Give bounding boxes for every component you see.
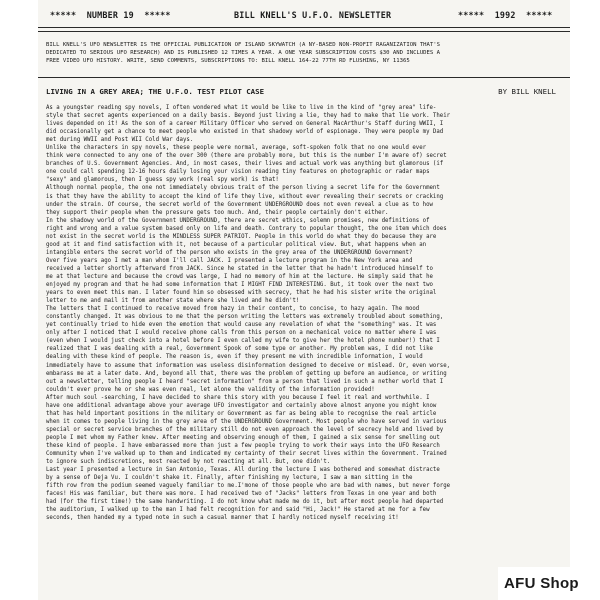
article-line: lives depended on it! As the son of a career Military Officer who served on General MacArthur's Staff during WWII, I [46, 121, 444, 128]
article-line: Last year I presented a lecture in San Antonio, Texas. All during the lecture I was bothered and somewhat distracte [46, 467, 440, 474]
article-line: years to even meet this man. I later found him so obsessed with secrecy, that he had his sister write the original [46, 290, 437, 297]
article-header [46, 87, 558, 99]
article-line: good at it and find satisfaction with it, not because of a particular political view. But, what happens when an [46, 241, 427, 248]
article-line: by a sense of Deja Vu. I couldn't shake it. Finally, after finishing my lecture, I saw a man sitting in the [46, 475, 413, 482]
article-line: "sexy" and glamorous, then I guess spy work (real spy work) is that! [46, 177, 279, 184]
article-line: embarass me at a later date. And, beyond all that, there was the problem of getting up before an audience, or writing [46, 370, 447, 377]
article-line: dealing with these kind of people. The reason is, even if they present me with incredible information, I would [46, 354, 423, 361]
article-line: right and wrong and a value system based only on life and death. Contrary to popular thought, the one item which does [46, 225, 447, 232]
article-line: After much soul -searching, I have decided to share this story with you because I feel it real and worthwhile. I [46, 394, 430, 401]
article-line: seconds, then handed my a typed note in such a casual manner that I hardly noticed myself receiving it! [46, 515, 399, 522]
article-line: that has held important positions in the military or Government as far as being able to recognise the real article [46, 410, 437, 417]
article-line: (even when I would just check into a hotel before I even called my wife to give her the hotel phone number!) that I [46, 338, 440, 345]
article-line: not exist in the secret world is the MINDLESS SUPER PATRIOT. People in this world do what they do because they are [46, 233, 437, 240]
article-line: Although normal people, the one not immediately obvious trait of the person living a secret life for the Government [46, 185, 440, 192]
article-byline: BY BILL KNELL [498, 87, 556, 96]
article-line: these kind of people. I have embarassed more than just a few people trying to work their ways into the UFO Research [46, 442, 440, 449]
article-line: style that secret agents experienced on a daily basis. Beyond just living a lie, they had to make that lie work. Their [46, 113, 451, 120]
masthead-divider [38, 27, 570, 28]
subscription-info [46, 41, 556, 66]
article-title: LIVING IN A GREY AREA; THE U.F.O. TEST PILOT CASE [46, 87, 265, 96]
article-line: is that they have the ability to accept the kind of life they live, without ever revealing their secrets or cracking [46, 193, 444, 200]
article-line: received a letter shortly afterward from JACK. Since he stated in the letter that he hadn't introduced himself to [46, 265, 433, 272]
article-line: fifth row from the podium seemed vaguely familiar to me.I'mone of those people who are bad with names, but never forge [46, 483, 451, 490]
article-line: they support their people when the pressure gets too much. And, their people certainly don't either. [46, 209, 389, 216]
article-line: under the strain. Of course, the secret world of the Government UNDERGROUND does not even reveal a clue as to how [46, 201, 433, 208]
article-body [46, 104, 558, 522]
article-line: one could call spending 12-16 hours daily losing your vision reading tiny features on photographic or radar maps [46, 169, 430, 176]
watermark-text: AFU Shop [504, 575, 579, 592]
article-line: the auditorium, I walked up to the man I had felt recognition for and said "Hi, Jack!" He stared at me for a few [46, 507, 430, 514]
article-line: when it comes to people living in the grey area of the UNDERGROUND Government. Most people who have served in various [46, 418, 447, 425]
issue-year: ***** 1992 ***** [458, 10, 553, 20]
article-line: intangible enters the secret world of the person who exists in the grey area of the UNDERGROUND Government? [46, 249, 413, 256]
info-line: BILL KNELL'S UFO NEWSLETTER IS THE OFFICIAL PUBLICATION OF ISLAND SKYWATCH (A NY-BASED NON-PROFIT RAGANIZATION THAT'S [46, 42, 441, 48]
article-line: have one additional advantage above your average UFO investigator and certainly above almost anyone you might know [46, 402, 437, 409]
article-line: realized that I was dealing with a real, Government Spook of some type or another. My problem was, I did not like [46, 346, 433, 353]
info-line: DEDICATED TO SERIOUS UFO RESEARCH) AND IS PUBLISHED 12 TIMES A YEAR. A ONE YEAR SUBSCRIPTION COSTS $30 AND INCLUDES A [46, 50, 441, 57]
masthead-divider-double [38, 31, 570, 32]
newsletter-title: BILL KNELL'S U.F.O. NEWSLETTER [234, 10, 392, 20]
article-line: only after I noticed that I would receive phone calls from this person on a mechanical voice no matter where I was [46, 330, 437, 337]
article-line: Community when I've walked up to them and indicated my certainty of their secret lives within the Government. Trained [46, 451, 447, 458]
article-line: special or secret service branches of the military still do not even approach the level of secrecy held and lived by [46, 426, 444, 433]
article-line: As a youngster reading spy novels, I often wondered what it would be like to live in the kind of "grey area" life- [46, 105, 437, 111]
article-line: constantly changed. It was obvious to me that the person writing the letters was extremely troubled about something, [46, 314, 444, 321]
article-line: had (for the first time!) the same handwriting. I do not know what made me do it, but after most people had departed [46, 499, 444, 506]
article-line: In the shadowy world of the Government UNDERGROUND, there are secret ethics, solemn promises, new definitions of [46, 217, 430, 224]
masthead [38, 10, 570, 24]
article-line: think were connected to any one of the over 300 (there are probably more, but this is the number I'm aware of) secret [46, 153, 447, 160]
newsletter-page [38, 0, 570, 600]
article-line: people I met whom my Father knew. After meeting and observing enough of them, I gained a six sense for smelling out [46, 434, 440, 441]
article-line: Unlike the characters in spy novels, these people were normal, average, soft-spoken folk that no one would ever [46, 145, 427, 152]
article-line: met during WWII and Post WII Cold War days. [46, 137, 194, 144]
article-line: immediately have to assume that information was useless disinformation designed to deceive or mislead. Or, even worse, [46, 362, 451, 369]
article-line: The letters that I continued to receive moved from hazy in their content, to concise, to hazy again. The mood [46, 306, 420, 313]
article-line: yet continually tried to hide even the emotion that would cause any revelation of what the "something" was. It was [46, 322, 437, 329]
article-line: me at that lecture and because the crowd was large, I had no memory of him at the lecture. He simply said that he [46, 273, 433, 280]
article-line: faces! His was familiar, but there was more. I had received two of "Jacks" letters from Texas in one year and both [46, 491, 437, 498]
article-line: letter to me and mail it from another state where she lived and he didn't! [46, 298, 300, 305]
article-line: did occasionally get a chance to meet people who existed in that shadowy world of espionage. They were people my Dad [46, 129, 444, 136]
info-line: FREE VIDEO UFO HISTORY. WRITE, SEND COMMENTS, SUBSCRIPTIONS TO: BILL KNELL 164-22 77TH RD FLUSHING, NY 11365 [46, 58, 410, 65]
article-line: to ignore such indiscretions, most reacted by not reacting at all. But, one didn't. [46, 459, 331, 466]
section-divider [38, 77, 570, 78]
article-line: branches of U.S. Government Agencies. And, in most cases, their lives and actual work was anything but glamorous (if [46, 161, 444, 168]
issue-number: ***** NUMBER 19 ***** [50, 10, 171, 20]
article-line: Over five years ago I met a man whom I'll call JACK. I presented a lecture program in the New York area and [46, 257, 413, 264]
watermark-badge [498, 567, 600, 600]
article-line: couldn't ever prove he or she was even real, let alone the validity of the information provided! [46, 386, 375, 393]
article-line: out a newsletter, telling people I heard "secret information" from a person that lived in such a nether world that I [46, 378, 444, 385]
article-line: enjoyed my program and that he had some information that I MIGHT FIND INTERESTING. But, it took over the next two [46, 282, 433, 289]
